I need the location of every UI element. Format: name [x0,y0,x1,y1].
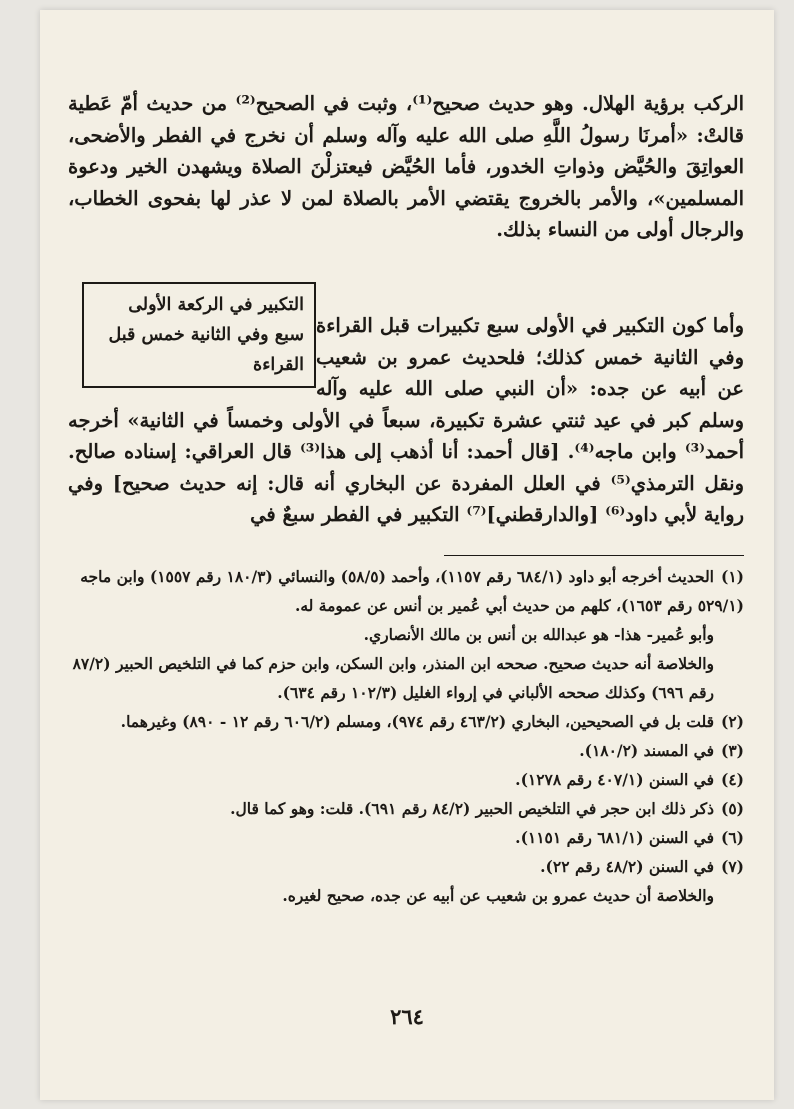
footnote-7: (٧)في السنن (٤٨/٢ رقم ٢٢). [540,857,744,876]
page-number: ٢٦٤ [390,1004,424,1029]
footnote-6: (٦)في السنن (٦٨١/١ رقم ١١٥١). [515,828,744,847]
footnote-1-note-b: والخلاصة أنه حديث صحيح. صححه ابن المنذر، وابن السكن، وابن حزم كما في التلخيص الحبير (٨٧/٢ رقم ٦٩٦) وكذلك صححه الألباني في إرواء الغليل (١٠٢/٣ رقم ٦٣٤). [72,654,714,702]
main-paragraph [68,88,744,246]
second-paragraph-block [68,295,744,531]
footnote-2: (٢)قلت بل في الصحيحين، البخاري (٤٦٣/٢ رقم ٩٧٤)، ومسلم (٦٠٦/٢ رقم ١٢ - ٨٩٠) وغيرهما. [120,712,744,731]
footnote-5: (٥)ذكر ذلك ابن حجر في التلخيص الحبير (٨٤/٢ رقم ٦٩١). قلت: وهو كما قال. [230,799,744,818]
footnote-1: (١)الحديث أخرجه أبو داود (٦٨٤/١ رقم ١١٥٧)، وأحمد (٥٨/٥) والنسائي (١٨٠/٣ رقم ١٥٥٧) وابن ماجه (٥٢٩/١ رقم ١٦٥٣)، كلهم من حديث أبي عُمير بن أنس عن عمومة له. [80,567,744,615]
margin-heading-box: التكبير في الركعة الأولى سبع وفي الثانية خمس قبل القراءة [82,282,316,388]
footnote-4: (٤)في السنن (٤٠٧/١ رقم ١٢٧٨). [515,770,744,789]
book-page [40,10,774,1100]
footnote-divider [444,555,744,556]
paragraph-1: الركب برؤية الهلال. وهو حديث صحيح⁽¹⁾، وثبت في الصحيح⁽²⁾ من حديث أمّ عَطية قالتْ: «أمرنَا رسولُ اللَّهِ صلى الله عليه وآله وسلم أن نخرج في الفطر والأضحى، العواتِقَ والحُيَّض وذواتِ الخدور، فأما الحُيَّض فيعتزلْنَ الصلاة ويشهدن الخير ودعوة المسلمين»، والأمر بالخروج يقتضي الأمر بالصلاة لمن لا عذر لها بفحوى الخطاب، والرجال أولى من النساء بذلك. [68,92,744,241]
paragraph-2: وأما كون التكبير في الأولى سبع تكبيرات قبل القراءة وفي الثانية خمس كذلك؛ فلحديث عمرو بن شعيب عن أبيه عن جده: «أن النبي صلى الله عليه وآله وسلم كبر في عيد ثنتي عشرة تكبيرة، سبعاً في الأولى وخمساً في الثانية» أخرجه أحمد⁽³⁾ وابن ماجه⁽⁴⁾. [قال أحمد: أنا أذهب إلى هذا⁽³⁾ قال العراقي: إسناده صالح. ونقل الترمذي⁽⁵⁾ في العلل المفردة عن البخاري أنه قال: إنه حديث صحيح] وفي رواية لأبي داود⁽⁶⁾ [والدارقطني]⁽⁷⁾ التكبير في الفطر سبعٌ في [68,314,744,526]
footnotes [68,562,744,910]
footnote-1-note-a: وأبو عُمير- هذا- هو عبدالله بن أنس بن مالك الأنصاري. [363,625,714,644]
footnote-conclusion: والخلاصة أن حديث عمرو بن شعيب عن أبيه عن جده، صحيح لغيره. [282,886,714,905]
footnote-3: (٣)في المسند (١٨٠/٢). [579,741,744,760]
